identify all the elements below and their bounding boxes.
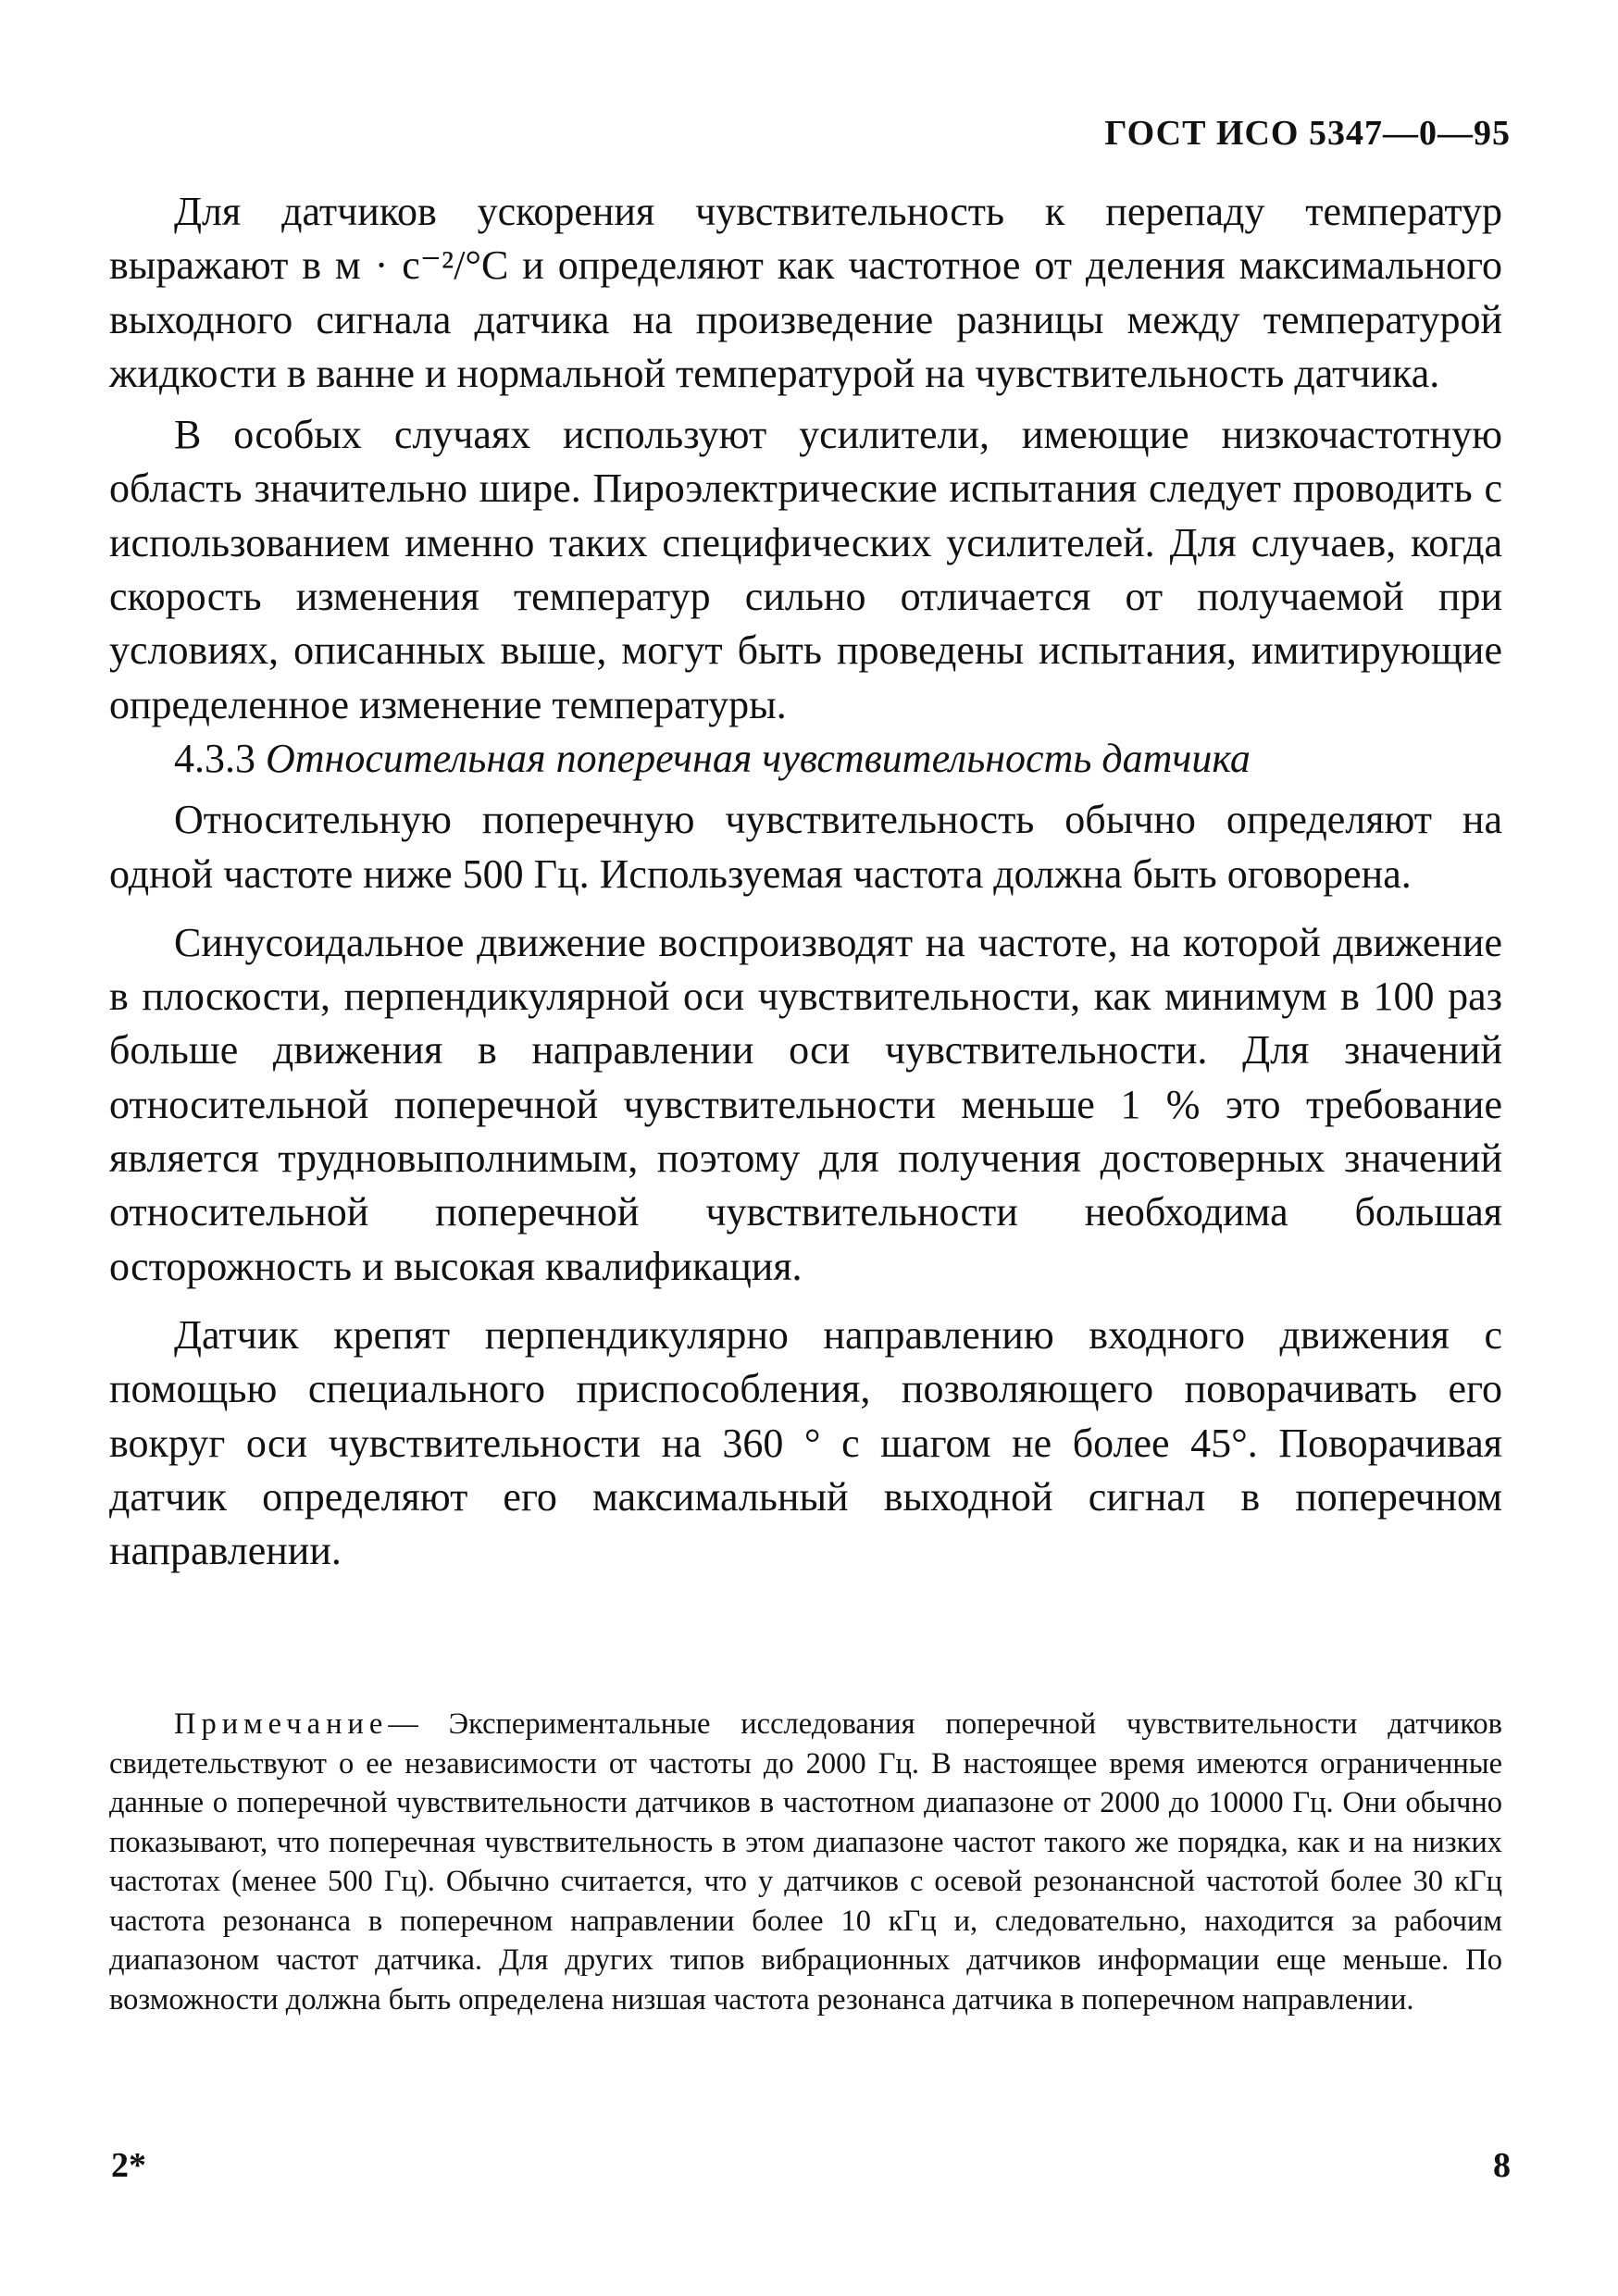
paragraph-sinusoidal-motion: Синусоидальное движение воспроизводят на частоте, на которой движение в плоскости, перпендикулярной оси чувствительности, как минимум в 100 раз больше движения в направлении оси чувствительности. Для значений относительной поперечной чувствительности меньше 1 % это требование является трудновыполнимым, поэтому для получения достоверных значений относительной поперечной чувствительности необходима большая осторожность и высокая квалификация. bbox=[109, 919, 1502, 1289]
signature-mark: 2* bbox=[111, 2146, 146, 2185]
section-number: 4.3.3 bbox=[174, 735, 255, 781]
body-text bbox=[109, 185, 1502, 1578]
paragraph-relative-transverse: Относительную поперечную чувствительность обычно определяют на одной частоте ниже 500 Гц. Используемая частота должна быть оговорена. bbox=[109, 797, 1502, 897]
note-label: Примечание bbox=[174, 1707, 389, 1741]
page-number: 8 bbox=[1493, 2146, 1511, 2185]
note-block bbox=[109, 1705, 1502, 2019]
paragraph-temperature-sensitivity: Для датчиков ускорения чувствительность к перепаду температур выражают в м · с⁻²/°С и определяют как частотное от деления максимального выходного сигнала датчика на произведение разницы между температурой жидкости в ванне и нормальной температурой на чувствительность датчика. bbox=[109, 189, 1502, 396]
note-text: — Экспериментальные исследования поперечной чувствительности датчиков свидетельствуют о ее независимости от частоты до 2000 Гц. В настоящее время имеются ограниченные данные о поперечной чувствительности датчиков в частотном диапазоне от 2000 до 10000 Гц. Они обычно показывают, что поперечная чувствительность в этом диапазоне частот такого же порядка, как и на низких частотах (менее 500 Гц). Обычно считается, что у датчиков с осевой резонансной частотой более 30 кГц частота резонанса в поперечном направлении более 10 кГц и, следовательно, находится за рабочим диапазоном частот датчика. Для других типов вибрационных датчиков информации еще меньше. По возможности должна быть определена низшая частота резонанса датчика в поперечном направлении. bbox=[109, 1707, 1502, 2017]
paragraph-sensor-mounting: Датчик крепят перпендикулярно направлению входного движения с помощью специального приспособления, позволяющего поворачивать его вокруг оси чувствительности на 360 ° с шагом не более 45°. Поворачивая датчик определяют его максимальный выходной сигнал в поперечном направлении. bbox=[109, 1311, 1502, 1574]
document-code-header: ГОСТ ИСО 5347—0—95 bbox=[1104, 114, 1511, 153]
paragraph-amplifiers: В особых случаях используют усилители, имеющие низкочастотную область значительно шире. Пироэлектрические испытания следует проводить с использованием именно таких специфических усилителей. Для случаев, когда скорость изменения температур сильно отличается от получаемой при условиях, описанных выше, могут быть проведены испытания, имитирующие определенное изменение температуры. bbox=[109, 412, 1502, 727]
section-title: Относительная поперечная чувствительность датчика bbox=[266, 735, 1251, 781]
section-heading bbox=[109, 732, 1502, 786]
